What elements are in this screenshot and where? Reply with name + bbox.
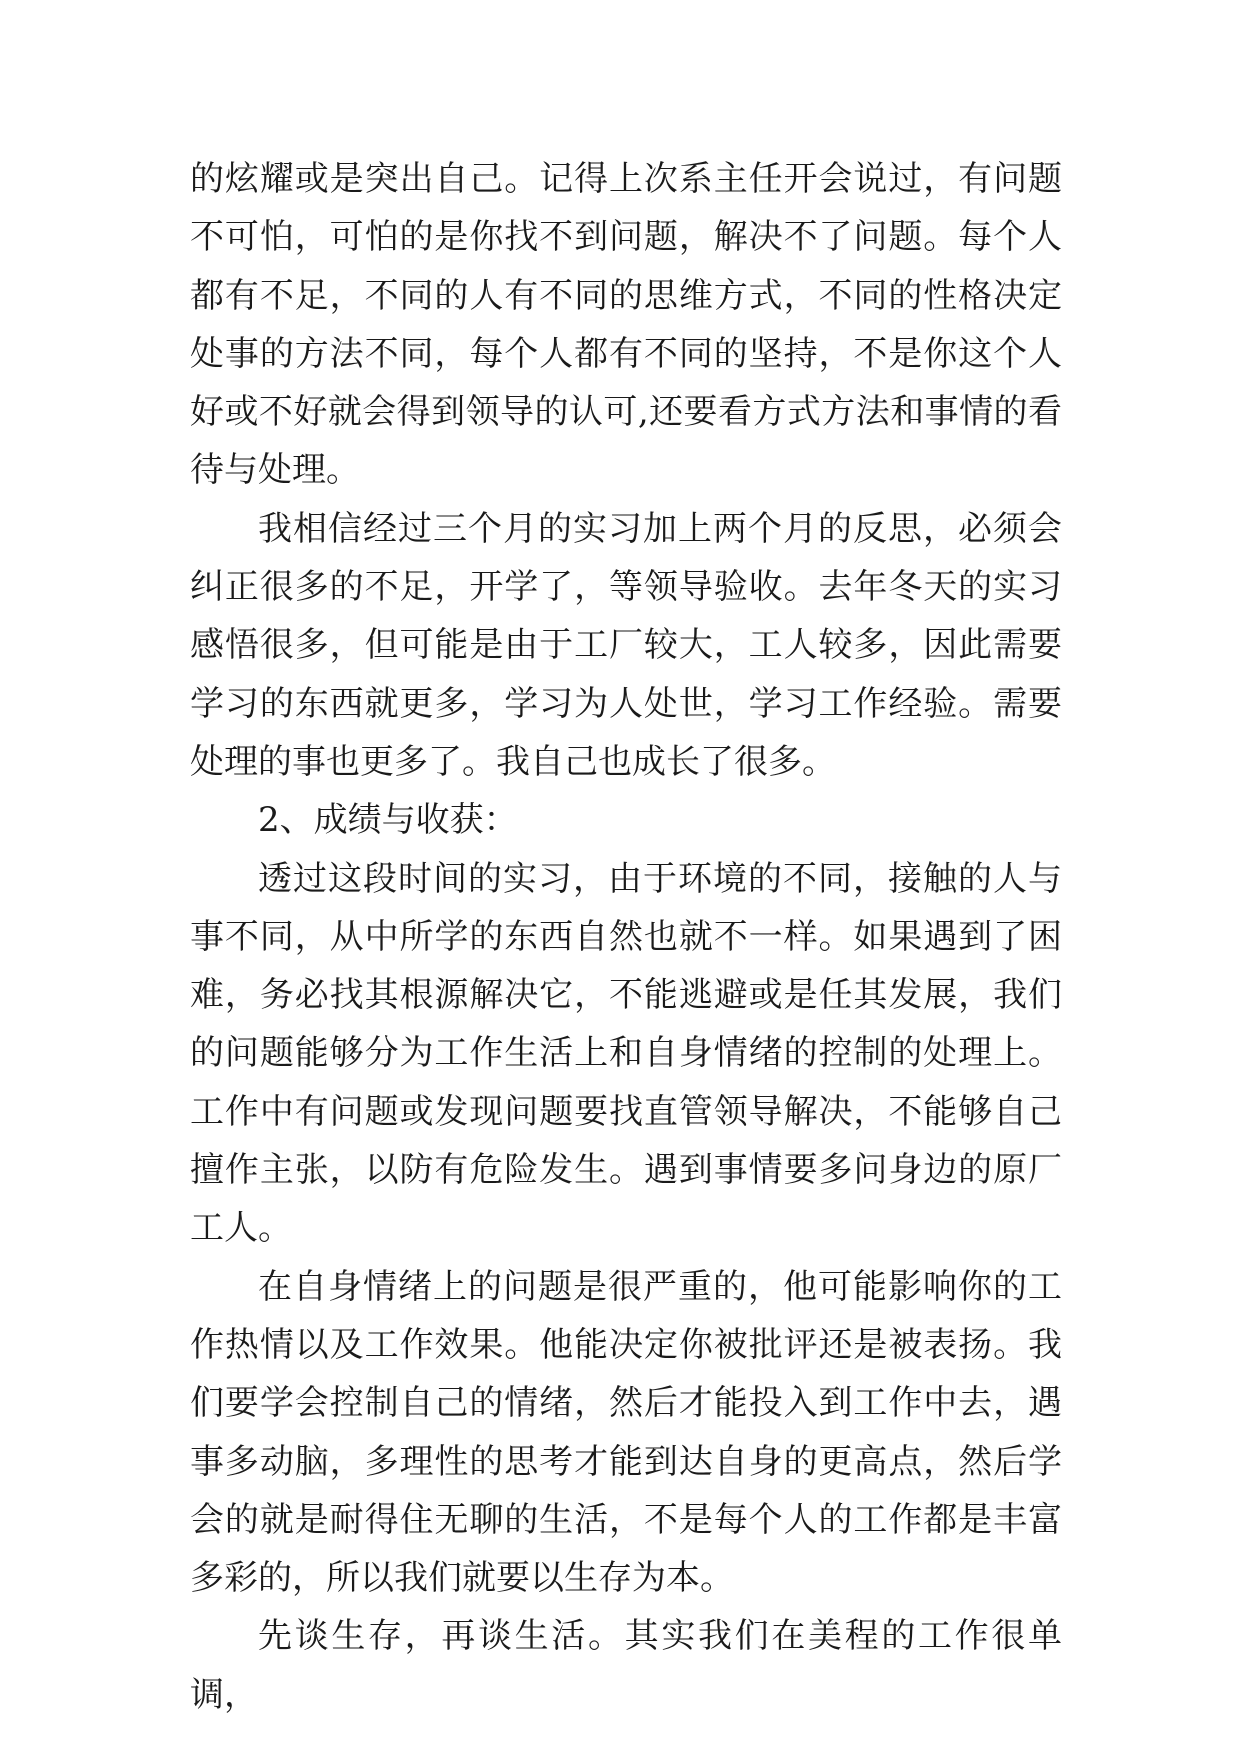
paragraph: 我相信经过三个月的实习加上两个月的反思，必须会纠正很多的不足，开学了，等领导验收。去年冬天的实习感悟很多，但可能是由于工厂较大，工人较多，因此需要学习的东西就更多，学习为人处世，学习工作经验。需要处理的事也更多了。我自己也成长了很多。 bbox=[190, 508, 1062, 782]
paragraph: 在自身情绪上的问题是很严重的，他可能影响你的工作热情以及工作效果。他能决定你被批评还是被表扬。我们要学会控制自己的情绪，然后才能投入到工作中去，遇事多动脑，多理性的思考才能到达自身的更高点，然后学会的就是耐得住无聊的生活，不是每个人的工作都是丰富多彩的，所以我们就要以生存为本。 bbox=[190, 1266, 1062, 1599]
paragraph-continuation: 的炫耀或是突出自己。记得上次系主任开会说过，有问题不可怕，可怕的是你找不到问题，解决不了问题。每个人都有不足，不同的人有不同的思维方式，不同的性格决定处事的方法不同，每个人都有不同的坚持，不是你这个人好或不好就会得到领导的认可,还要看方式方法和事情的看待与处理。 bbox=[190, 159, 1062, 491]
section-heading: 2、成绩与收获： bbox=[258, 800, 518, 841]
paragraph: 透过这段时间的实习，由于环境的不同，接触的人与事不同，从中所学的东西自然也就不一样。如果遇到了困难，务必找其根源解决它，不能逃避或是任其发展，我们的问题能够分为工作生活上和自身情绪的控制的处理上。工作中有问题或发现问题要找直管领导解决，不能够自己擅作主张，以防有危险发生。遇到事情要多问身边的原厂工人。 bbox=[190, 858, 1062, 1249]
paragraph: 先谈生存，再谈生活。其实我们在美程的工作很单调， bbox=[190, 1616, 1062, 1715]
document-body bbox=[190, 150, 1062, 1724]
